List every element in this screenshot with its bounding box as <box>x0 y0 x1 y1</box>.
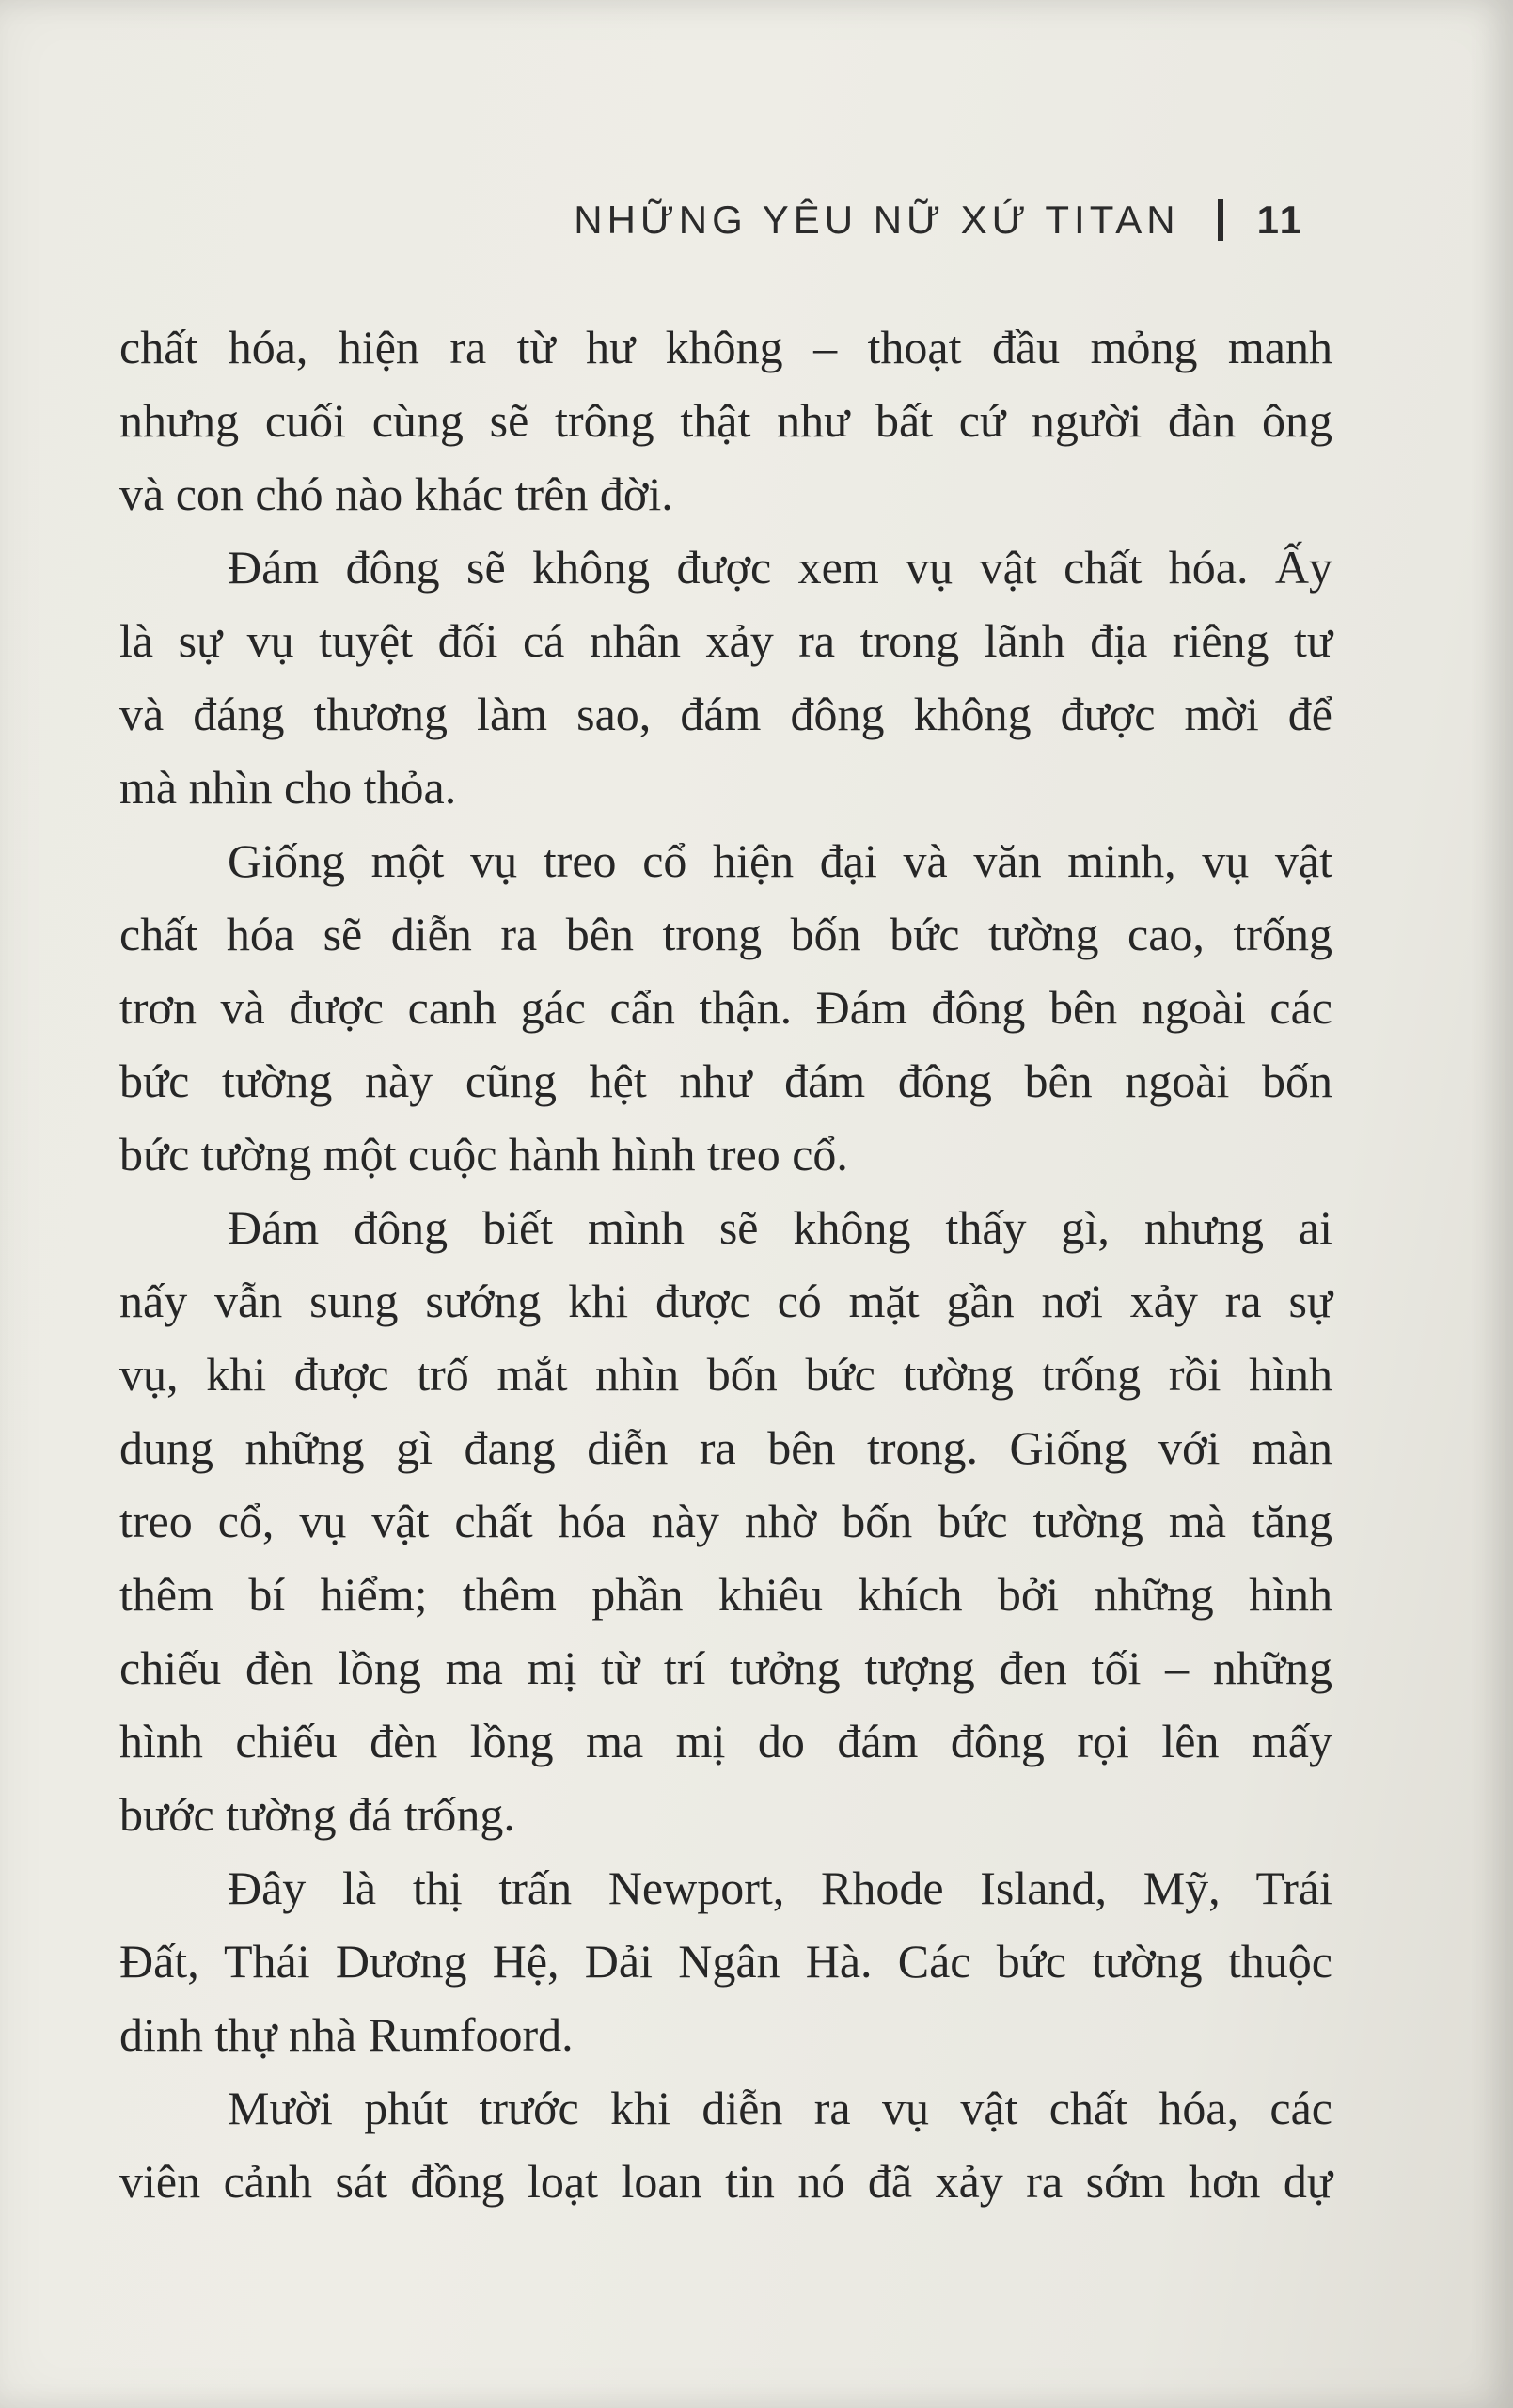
text-line: thêm bí hiểm; thêm phần khiêu khích bởi những hình <box>119 1568 1332 1621</box>
book-title: NHỮNG YÊU NỮ XỨ TITAN <box>574 198 1180 242</box>
text-line: chất hóa sẽ diễn ra bên trong bốn bức tường cao, trống <box>119 908 1332 960</box>
text-line: và đáng thương làm sao, đám đông không được mời để <box>119 688 1332 740</box>
running-header <box>574 198 1304 243</box>
text-line: mà nhìn cho thỏa. <box>119 761 457 814</box>
page-number: 11 <box>1256 198 1304 242</box>
text-line: hình chiếu đèn lồng ma mị do đám đông rọi lên mấy <box>119 1715 1332 1767</box>
text-line: bức tường này cũng hệt như đám đông bên ngoài bốn <box>119 1054 1332 1107</box>
text-line: treo cổ, vụ vật chất hóa này nhờ bốn bức tường mà tăng <box>119 1495 1332 1547</box>
body-text <box>119 310 1332 2218</box>
text-line: nhưng cuối cùng sẽ trông thật như bất cứ người đàn ông <box>119 394 1332 447</box>
text-line: Giống một vụ treo cổ hiện đại và văn minh, vụ vật <box>228 834 1332 887</box>
text-line: vụ, khi được trố mắt nhìn bốn bức tường trống rồi hình <box>119 1348 1332 1401</box>
text-line: Đất, Thái Dương Hệ, Dải Ngân Hà. Các bức tường thuộc <box>119 1935 1332 1988</box>
text-line: nấy vẫn sung sướng khi được có mặt gần nơi xảy ra sự <box>119 1275 1332 1327</box>
text-line: chiếu đèn lồng ma mị từ trí tưởng tượng đen tối – những <box>119 1641 1332 1694</box>
text-line: bước tường đá trống. <box>119 1788 515 1841</box>
text-line: và con chó nào khác trên đời. <box>119 467 673 520</box>
text-line: Đám đông biết mình sẽ không thấy gì, nhưng ai <box>228 1201 1332 1254</box>
text-line: trơn và được canh gác cẩn thận. Đám đông bên ngoài các <box>119 981 1332 1034</box>
text-line: dinh thự nhà Rumfoord. <box>119 2008 574 2061</box>
text-line: Đây là thị trấn Newport, Rhode Island, Mỹ, Trái <box>228 1861 1332 1914</box>
text-line: là sự vụ tuyệt đối cá nhân xảy ra trong lãnh địa riêng tư <box>119 614 1332 667</box>
text-line: chất hóa, hiện ra từ hư không – thoạt đầu mỏng manh <box>119 321 1332 373</box>
text-line: viên cảnh sát đồng loạt loan tin nó đã xảy ra sớm hơn dự <box>119 2155 1332 2208</box>
text-line: Đám đông sẽ không được xem vụ vật chất hóa. Ấy <box>228 541 1332 594</box>
header-separator <box>1218 199 1223 241</box>
text-line: bức tường một cuộc hành hình treo cổ. <box>119 1128 848 1180</box>
text-line: Mười phút trước khi diễn ra vụ vật chất hóa, các <box>228 2082 1332 2134</box>
text-line: dung những gì đang diễn ra bên trong. Giống với màn <box>119 1421 1332 1474</box>
